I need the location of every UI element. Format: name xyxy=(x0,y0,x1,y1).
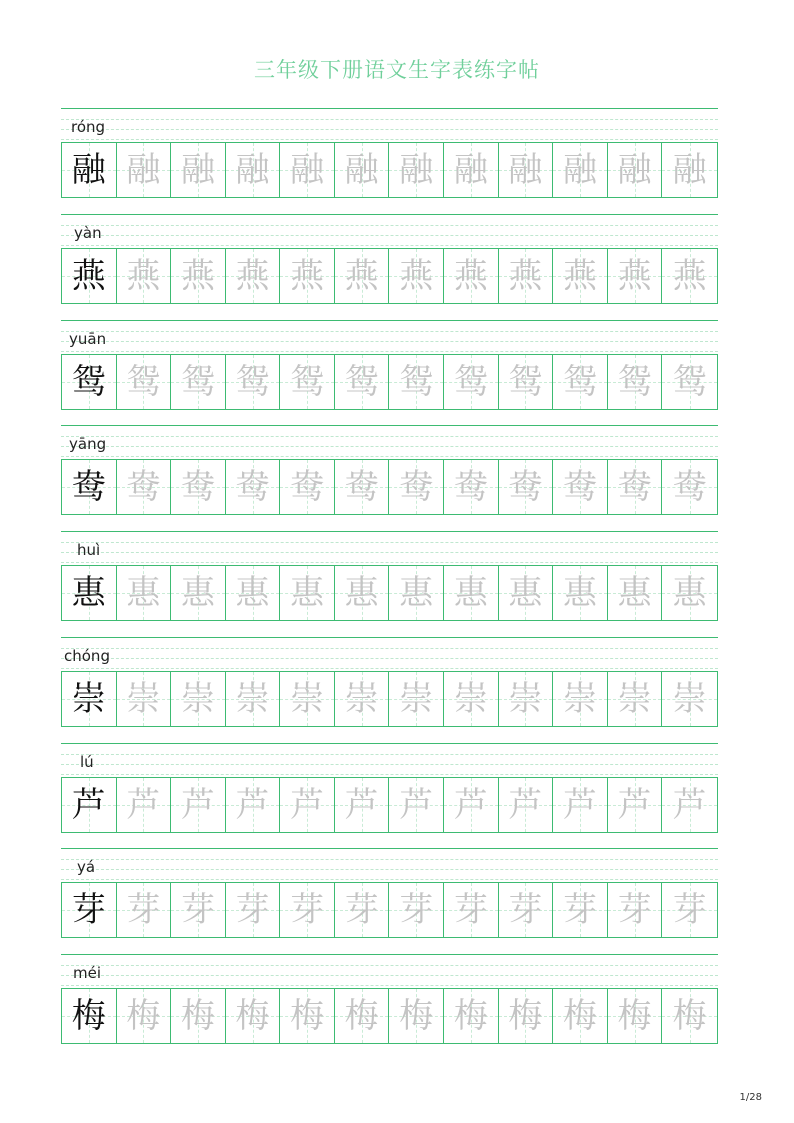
trace-character-cell xyxy=(335,355,390,409)
character-grid xyxy=(61,459,718,515)
trace-character-cell xyxy=(444,566,499,620)
trace-character-cell xyxy=(662,672,717,726)
trace-character-cell xyxy=(335,566,390,620)
trace-character: 芦 xyxy=(235,784,270,825)
trace-character-cell xyxy=(662,566,717,620)
character-grid xyxy=(61,882,718,938)
trace-character-cell xyxy=(662,355,717,409)
model-character-cell xyxy=(62,989,117,1043)
trace-character: 梅 xyxy=(617,996,652,1036)
model-character-cell xyxy=(62,143,117,197)
practice-row xyxy=(61,108,718,213)
model-character: 芦 xyxy=(71,784,106,825)
model-character-cell xyxy=(62,778,117,832)
trace-character: 融 xyxy=(562,150,597,190)
trace-character: 鸯 xyxy=(453,467,488,508)
trace-character-cell xyxy=(389,989,444,1043)
trace-character-cell xyxy=(444,989,499,1043)
trace-character-cell xyxy=(335,883,390,937)
practice-row xyxy=(61,320,718,425)
trace-character-cell xyxy=(226,566,281,620)
trace-character-cell xyxy=(117,989,172,1043)
trace-character-cell xyxy=(608,143,663,197)
trace-character: 惠 xyxy=(453,573,488,613)
trace-character-cell xyxy=(499,883,554,937)
trace-character: 鸯 xyxy=(126,467,161,508)
trace-character-cell xyxy=(499,778,554,832)
trace-character: 燕 xyxy=(180,255,215,296)
trace-character-cell xyxy=(444,355,499,409)
pinyin-guide-lines xyxy=(61,320,718,353)
trace-character: 梅 xyxy=(235,996,270,1036)
trace-character: 鸳 xyxy=(399,361,434,402)
trace-character: 惠 xyxy=(399,573,434,613)
trace-character-cell xyxy=(171,883,226,937)
trace-character: 鸯 xyxy=(399,467,434,508)
trace-character: 崇 xyxy=(235,678,270,719)
trace-character: 惠 xyxy=(126,573,161,613)
trace-character-cell xyxy=(444,143,499,197)
trace-character-cell xyxy=(335,989,390,1043)
page-number: 1/28 xyxy=(739,1092,762,1103)
pinyin-label: yāng xyxy=(69,435,107,454)
trace-character-cell xyxy=(444,249,499,303)
trace-character: 融 xyxy=(617,150,652,190)
trace-character-cell xyxy=(280,672,335,726)
pinyin-guide-lines xyxy=(61,848,718,881)
character-grid xyxy=(61,565,718,621)
trace-character-cell xyxy=(280,566,335,620)
trace-character-cell xyxy=(662,143,717,197)
trace-character: 鸳 xyxy=(126,361,161,402)
trace-character-cell xyxy=(280,883,335,937)
practice-row xyxy=(61,954,718,1059)
trace-character: 鸳 xyxy=(180,361,215,402)
pinyin-guide-lines xyxy=(61,214,718,247)
trace-character: 崇 xyxy=(453,678,488,719)
pinyin-label: róng xyxy=(71,118,106,136)
pinyin-label: huì xyxy=(77,541,101,559)
model-character-cell xyxy=(62,249,117,303)
trace-character-cell xyxy=(608,778,663,832)
trace-character-cell xyxy=(335,672,390,726)
trace-character-cell xyxy=(171,566,226,620)
trace-character: 鸯 xyxy=(344,467,379,508)
trace-character: 崇 xyxy=(508,678,543,719)
model-character: 惠 xyxy=(71,573,106,613)
practice-row xyxy=(61,531,718,636)
trace-character: 鸳 xyxy=(235,361,270,402)
trace-character: 芽 xyxy=(672,890,707,931)
trace-character: 崇 xyxy=(399,678,434,719)
trace-character-cell xyxy=(499,143,554,197)
trace-character: 芽 xyxy=(290,890,325,931)
trace-character-cell xyxy=(444,883,499,937)
trace-character-cell xyxy=(608,249,663,303)
trace-character-cell xyxy=(280,778,335,832)
trace-character-cell xyxy=(117,566,172,620)
trace-character: 燕 xyxy=(672,255,707,296)
trace-character-cell xyxy=(226,778,281,832)
model-character-cell xyxy=(62,883,117,937)
trace-character: 芦 xyxy=(562,784,597,825)
trace-character: 崇 xyxy=(290,678,325,719)
trace-character: 芽 xyxy=(180,890,215,931)
trace-character: 梅 xyxy=(126,996,161,1036)
trace-character-cell xyxy=(389,355,444,409)
trace-character-cell xyxy=(389,566,444,620)
trace-character: 融 xyxy=(290,150,325,190)
trace-character: 惠 xyxy=(290,573,325,613)
trace-character-cell xyxy=(499,355,554,409)
trace-character: 惠 xyxy=(672,573,707,613)
trace-character: 鸯 xyxy=(235,467,270,508)
trace-character: 融 xyxy=(126,150,161,190)
trace-character-cell xyxy=(280,249,335,303)
trace-character-cell xyxy=(499,566,554,620)
trace-character: 燕 xyxy=(290,255,325,296)
trace-character-cell xyxy=(389,249,444,303)
trace-character: 芽 xyxy=(508,890,543,931)
page-title: 三年级下册语文生字表练字帖 xyxy=(254,58,540,82)
trace-character-cell xyxy=(553,249,608,303)
character-grid xyxy=(61,142,718,198)
trace-character-cell xyxy=(389,143,444,197)
trace-character: 鸳 xyxy=(617,361,652,402)
model-character: 鸳 xyxy=(71,361,106,402)
trace-character-cell xyxy=(662,249,717,303)
pinyin-guide-lines xyxy=(61,108,718,141)
trace-character-cell xyxy=(117,460,172,514)
trace-character-cell xyxy=(389,672,444,726)
trace-character-cell xyxy=(444,672,499,726)
trace-character-cell xyxy=(553,989,608,1043)
trace-character: 燕 xyxy=(453,255,488,296)
model-character: 燕 xyxy=(71,255,106,296)
pinyin-guide-lines xyxy=(61,743,718,776)
trace-character-cell xyxy=(444,460,499,514)
trace-character: 鸯 xyxy=(672,467,707,508)
trace-character-cell xyxy=(553,778,608,832)
trace-character-cell xyxy=(444,778,499,832)
trace-character: 融 xyxy=(399,150,434,190)
pinyin-label: yuān xyxy=(69,329,107,348)
character-grid xyxy=(61,248,718,304)
trace-character: 鸳 xyxy=(290,361,325,402)
trace-character: 鸯 xyxy=(562,467,597,508)
trace-character: 融 xyxy=(453,150,488,190)
practice-row xyxy=(61,743,718,848)
trace-character: 鸯 xyxy=(180,467,215,508)
trace-character-cell xyxy=(226,989,281,1043)
trace-character: 燕 xyxy=(399,255,434,296)
trace-character-cell xyxy=(499,672,554,726)
practice-row xyxy=(61,637,718,742)
pinyin-label: lú xyxy=(80,752,94,771)
trace-character-cell xyxy=(117,249,172,303)
trace-character-cell xyxy=(171,460,226,514)
trace-character: 芦 xyxy=(617,784,652,825)
trace-character-cell xyxy=(662,989,717,1043)
trace-character-cell xyxy=(117,143,172,197)
trace-character: 崇 xyxy=(344,678,379,719)
trace-character-cell xyxy=(662,460,717,514)
trace-character-cell xyxy=(226,249,281,303)
trace-character-cell xyxy=(280,143,335,197)
practice-row xyxy=(61,425,718,530)
character-grid xyxy=(61,777,718,833)
trace-character-cell xyxy=(499,989,554,1043)
trace-character: 梅 xyxy=(344,996,379,1036)
trace-character-cell xyxy=(171,355,226,409)
trace-character-cell xyxy=(335,249,390,303)
trace-character: 芽 xyxy=(344,890,379,931)
trace-character: 惠 xyxy=(508,573,543,613)
trace-character-cell xyxy=(608,566,663,620)
pinyin-label: yá xyxy=(77,858,96,877)
trace-character: 鸯 xyxy=(617,467,652,508)
trace-character-cell xyxy=(553,672,608,726)
trace-character: 芽 xyxy=(562,890,597,931)
practice-row xyxy=(61,214,718,319)
trace-character-cell xyxy=(553,143,608,197)
trace-character-cell xyxy=(280,355,335,409)
trace-character: 鸳 xyxy=(508,361,543,402)
trace-character-cell xyxy=(608,460,663,514)
trace-character: 燕 xyxy=(562,255,597,296)
character-grid xyxy=(61,988,718,1044)
trace-character: 燕 xyxy=(235,255,270,296)
trace-character: 芦 xyxy=(290,784,325,825)
trace-character: 燕 xyxy=(126,255,161,296)
trace-character: 燕 xyxy=(617,255,652,296)
trace-character: 梅 xyxy=(562,996,597,1036)
model-character-cell xyxy=(62,355,117,409)
trace-character: 梅 xyxy=(180,996,215,1036)
trace-character: 崇 xyxy=(672,678,707,719)
trace-character: 鸯 xyxy=(290,467,325,508)
trace-character: 鸳 xyxy=(672,361,707,402)
pinyin-label: chóng xyxy=(64,646,110,665)
model-character: 融 xyxy=(71,150,106,190)
model-character-cell xyxy=(62,566,117,620)
trace-character-cell xyxy=(171,989,226,1043)
trace-character-cell xyxy=(226,143,281,197)
trace-character-cell xyxy=(171,143,226,197)
pinyin-guide-lines xyxy=(61,425,718,458)
trace-character-cell xyxy=(389,460,444,514)
pinyin-label: méi xyxy=(73,964,102,982)
trace-character-cell xyxy=(280,989,335,1043)
trace-character: 芽 xyxy=(399,890,434,931)
practice-row xyxy=(61,848,718,953)
trace-character: 芽 xyxy=(235,890,270,931)
trace-character: 梅 xyxy=(290,996,325,1036)
trace-character: 梅 xyxy=(672,996,707,1036)
trace-character-cell xyxy=(553,355,608,409)
trace-character: 鸳 xyxy=(344,361,379,402)
trace-character: 鸯 xyxy=(508,467,543,508)
trace-character-cell xyxy=(226,460,281,514)
trace-character: 鸳 xyxy=(562,361,597,402)
trace-character-cell xyxy=(608,672,663,726)
trace-character: 燕 xyxy=(344,255,379,296)
trace-character-cell xyxy=(553,883,608,937)
trace-character-cell xyxy=(499,249,554,303)
trace-character-cell xyxy=(608,883,663,937)
trace-character-cell xyxy=(389,883,444,937)
trace-character: 融 xyxy=(672,150,707,190)
trace-character: 融 xyxy=(508,150,543,190)
trace-character-cell xyxy=(335,778,390,832)
trace-character: 惠 xyxy=(344,573,379,613)
trace-character: 芽 xyxy=(453,890,488,931)
trace-character: 惠 xyxy=(617,573,652,613)
trace-character-cell xyxy=(226,355,281,409)
pinyin-guide-lines xyxy=(61,531,718,564)
trace-character: 崇 xyxy=(562,678,597,719)
trace-character-cell xyxy=(226,883,281,937)
trace-character: 鸳 xyxy=(453,361,488,402)
trace-character: 芽 xyxy=(126,890,161,931)
trace-character-cell xyxy=(171,249,226,303)
trace-character: 惠 xyxy=(562,573,597,613)
pinyin-guide-lines xyxy=(61,954,718,987)
trace-character-cell xyxy=(662,778,717,832)
trace-character: 芦 xyxy=(672,784,707,825)
model-character: 梅 xyxy=(71,996,106,1036)
trace-character: 芦 xyxy=(399,784,434,825)
trace-character: 崇 xyxy=(180,678,215,719)
trace-character-cell xyxy=(662,883,717,937)
trace-character: 梅 xyxy=(453,996,488,1036)
character-grid xyxy=(61,671,718,727)
trace-character: 芦 xyxy=(344,784,379,825)
trace-character-cell xyxy=(389,778,444,832)
trace-character: 崇 xyxy=(126,678,161,719)
trace-character-cell xyxy=(553,566,608,620)
pinyin-label: yàn xyxy=(74,223,102,242)
trace-character-cell xyxy=(171,672,226,726)
trace-character-cell xyxy=(226,672,281,726)
trace-character: 芦 xyxy=(453,784,488,825)
trace-character: 芦 xyxy=(126,784,161,825)
trace-character: 惠 xyxy=(235,573,270,613)
trace-character-cell xyxy=(608,355,663,409)
trace-character-cell xyxy=(553,460,608,514)
trace-character: 燕 xyxy=(508,255,543,296)
model-character: 崇 xyxy=(71,678,106,719)
trace-character: 芦 xyxy=(180,784,215,825)
trace-character: 芦 xyxy=(508,784,543,825)
trace-character-cell xyxy=(171,778,226,832)
trace-character: 融 xyxy=(344,150,379,190)
trace-character-cell xyxy=(117,778,172,832)
trace-character: 梅 xyxy=(508,996,543,1036)
trace-character-cell xyxy=(280,460,335,514)
model-character-cell xyxy=(62,672,117,726)
trace-character: 崇 xyxy=(617,678,652,719)
trace-character: 融 xyxy=(180,150,215,190)
model-character: 鸯 xyxy=(71,467,106,508)
trace-character-cell xyxy=(117,883,172,937)
trace-character-cell xyxy=(335,143,390,197)
trace-character-cell xyxy=(117,672,172,726)
trace-character-cell xyxy=(117,355,172,409)
trace-character-cell xyxy=(608,989,663,1043)
character-grid xyxy=(61,354,718,410)
trace-character: 融 xyxy=(235,150,270,190)
model-character: 芽 xyxy=(71,890,106,931)
trace-character: 芽 xyxy=(617,890,652,931)
model-character-cell xyxy=(62,460,117,514)
trace-character-cell xyxy=(499,460,554,514)
pinyin-guide-lines xyxy=(61,637,718,670)
trace-character-cell xyxy=(335,460,390,514)
trace-character: 惠 xyxy=(180,573,215,613)
trace-character: 梅 xyxy=(399,996,434,1036)
